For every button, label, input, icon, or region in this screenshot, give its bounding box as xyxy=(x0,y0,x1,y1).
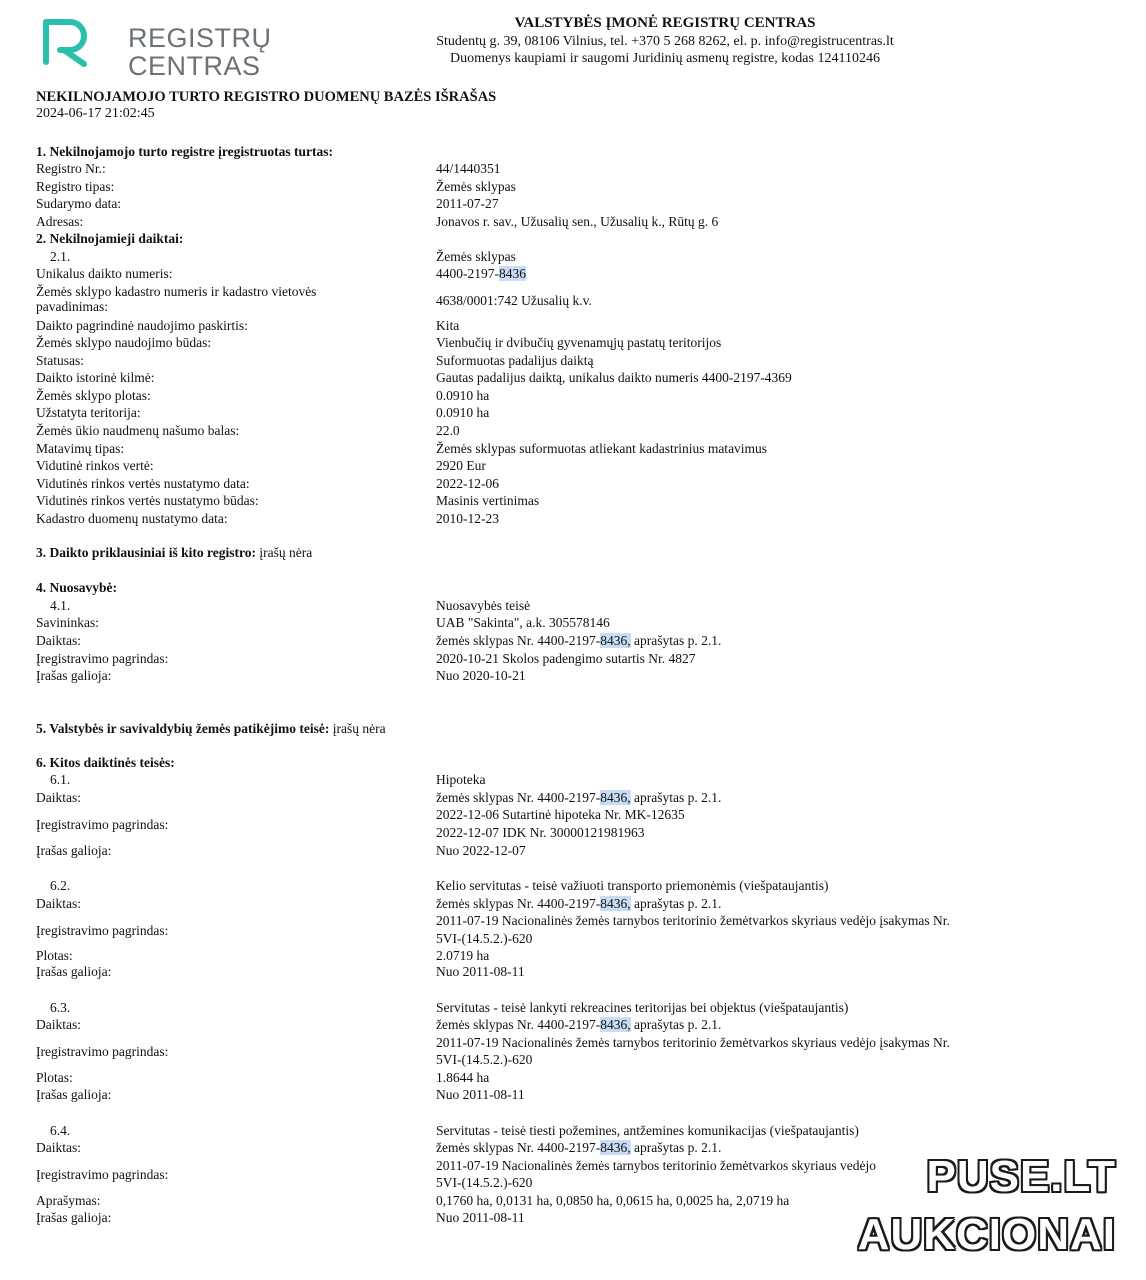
field-value: 2.0719 ha xyxy=(436,948,490,963)
field-value: 0,1760 ha, 0,0131 ha, 0,0850 ha, 0,0615 ha, 0,0025 ha, 2,0719 ha xyxy=(436,1193,790,1208)
field-label: Įrašas galioja: xyxy=(36,964,112,979)
field-label: Žemės sklypo plotas: xyxy=(36,388,151,403)
field-value: Servitutas - teisė tiesti požemines, antžemines komunikacijas (viešpataujantis) xyxy=(436,1123,859,1138)
field-value: Jonavos r. sav., Užusalių sen., Užusalių k., Rūtų g. 6 xyxy=(436,214,719,229)
field-label: Kadastro duomenų nustatymo data: xyxy=(36,511,228,526)
field-label: Vidutinė rinkos vertė: xyxy=(36,458,154,473)
item-reference: žemės sklypas Nr. 4400-2197-8436, aprašytas p. 2.1. xyxy=(436,896,722,911)
entry-index: 4.1. xyxy=(50,598,71,613)
field-value: Servitutas - teisė lankyti rekreacines teritorijas bei objektus (viešpataujantis) xyxy=(436,1000,849,1015)
field-value: 2022-12-06 Sutartinė hipoteka Nr. MK-12635 xyxy=(436,807,685,822)
highlight: 8436, xyxy=(600,896,631,911)
field-label: Registro Nr.: xyxy=(36,161,106,176)
field-value: Nuo 2011-08-11 xyxy=(436,1210,525,1225)
field-label: Savininkas: xyxy=(36,615,99,630)
field-label: Žemės ūkio naudmenų našumo balas: xyxy=(36,423,240,438)
entry-index: 6.3. xyxy=(50,1000,71,1015)
registru-centras-logo xyxy=(40,12,272,81)
highlight: 8436, xyxy=(600,790,631,805)
field-value: 2022-12-06 xyxy=(436,476,499,491)
field-label: Plotas: xyxy=(36,948,73,963)
field-value: Nuo 2011-08-11 xyxy=(436,1087,525,1102)
field-label: Daikto pagrindinė naudojimo paskirtis: xyxy=(36,318,248,333)
field-label: Matavimų tipas: xyxy=(36,441,125,456)
field-label: Įrašas galioja: xyxy=(36,668,112,683)
section-2-title: 2. Nekilnojamieji daiktai: xyxy=(36,231,184,246)
item-reference: žemės sklypas Nr. 4400-2197-8436, aprašytas p. 2.1. xyxy=(436,633,722,648)
field-label: Įrašas galioja: xyxy=(36,1210,112,1225)
entry-index: 2.1. xyxy=(50,249,71,264)
watermark-line-1: PUSE.LT xyxy=(926,1152,1116,1201)
highlight: 8436, xyxy=(600,1017,631,1032)
logo-mark-icon xyxy=(40,12,100,68)
field-label: Statusas: xyxy=(36,353,85,368)
field-value: Suformuotas padalijus daiktą xyxy=(436,353,594,368)
field-label: Įrašas galioja: xyxy=(36,843,112,858)
field-value: Vienbučių ir dvibučių gyvenamųjų pastatų teritorijos xyxy=(436,335,722,350)
item-reference: žemės sklypas Nr. 4400-2197-8436, aprašytas p. 2.1. xyxy=(436,1017,722,1032)
field-value: Žemės sklypas xyxy=(436,179,516,194)
field-label: pavadinimas: xyxy=(36,299,108,314)
field-value: 2011-07-19 Nacionalinės žemės tarnybos teritorinio žemėtvarkos skyriaus vedėjo xyxy=(436,1158,876,1173)
field-label: Daikto istorinė kilmė: xyxy=(36,370,155,385)
document-date: 2024-06-17 21:02:45 xyxy=(36,106,155,121)
field-value: 0.0910 ha xyxy=(436,388,490,403)
field-value: Kita xyxy=(436,318,460,333)
field-label: Žemės sklypo kadastro numeris ir kadastro vietovės xyxy=(36,284,317,299)
field-label: Sudarymo data: xyxy=(36,196,122,211)
section-5-title: 5. Valstybės ir savivaldybių žemės patikėjimo teisė: įrašų nėra xyxy=(36,721,386,736)
field-value: Žemės sklypas suformuotas atliekant kadastrinius matavimus xyxy=(436,441,768,456)
unique-number: 4400-2197-8436 xyxy=(436,266,526,281)
highlight: 8436 xyxy=(499,266,526,281)
field-label: Daiktas: xyxy=(36,1140,81,1155)
field-label: Įrašas galioja: xyxy=(36,1087,112,1102)
field-value: 22.0 xyxy=(436,423,460,438)
field-label: Daiktas: xyxy=(36,896,81,911)
field-value: Nuosavybės teisė xyxy=(436,598,531,613)
document-title: NEKILNOJAMOJO TURTO REGISTRO DUOMENŲ BAZĖS IŠRAŠAS xyxy=(36,89,497,105)
field-label: Įregistravimo pagrindas: xyxy=(36,1044,169,1059)
watermark-line-2: AUKCIONAI xyxy=(857,1210,1116,1259)
field-label: Vidutinės rinkos vertės nustatymo būdas: xyxy=(36,493,259,508)
section-3-title: 3. Daikto priklausiniai iš kito registro: įrašų nėra xyxy=(36,545,313,560)
field-label: Daiktas: xyxy=(36,1017,81,1032)
field-label: Įregistravimo pagrindas: xyxy=(36,817,169,832)
field-value: 0.0910 ha xyxy=(436,405,490,420)
field-label: Žemės sklypo naudojimo būdas: xyxy=(36,335,212,350)
field-value: 4638/0001:742 Užusalių k.v. xyxy=(436,293,592,308)
field-value: 2011-07-19 Nacionalinės žemės tarnybos teritorinio žemėtvarkos skyriaus vedėjo įsakymas Nr. xyxy=(436,1035,950,1050)
field-value: Hipoteka xyxy=(436,772,486,787)
field-label: Vidutinės rinkos vertės nustatymo data: xyxy=(36,476,250,491)
field-label: Daiktas: xyxy=(36,790,81,805)
field-value: 2022-12-07 IDK Nr. 30000121981963 xyxy=(436,825,645,840)
header-registry: Duomenys kaupiami ir saugomi Juridinių asmenų registre, kodas 124110246 xyxy=(450,51,880,66)
field-value: 2011-07-27 xyxy=(436,196,499,211)
field-value: 2920 Eur xyxy=(436,458,486,473)
field-value: 1.8644 ha xyxy=(436,1070,490,1085)
logo-word-registru: REGISTRŲ xyxy=(128,23,272,53)
field-label: Įregistravimo pagrindas: xyxy=(36,651,169,666)
field-value: Gautas padalijus daiktą, unikalus daikto numeris 4400-2197-4369 xyxy=(436,370,792,385)
field-label: Plotas: xyxy=(36,1070,73,1085)
item-reference: žemės sklypas Nr. 4400-2197-8436, aprašytas p. 2.1. xyxy=(436,790,722,805)
field-label: Unikalus daikto numeris: xyxy=(36,266,173,281)
field-label: Įregistravimo pagrindas: xyxy=(36,923,169,938)
field-value: Masinis vertinimas xyxy=(436,493,540,508)
field-value: 2011-07-19 Nacionalinės žemės tarnybos teritorinio žemėtvarkos skyriaus vedėjo įsakymas Nr. xyxy=(436,913,950,928)
field-value: 44/1440351 xyxy=(436,161,501,176)
field-label: Užstatyta teritorija: xyxy=(36,405,141,420)
section-4-title: 4. Nuosavybė: xyxy=(36,580,118,595)
field-label: Įregistravimo pagrindas: xyxy=(36,1167,169,1182)
field-value: 5VI-(14.5.2.)-620 xyxy=(436,931,533,946)
field-value: Nuo 2022-12-07 xyxy=(436,843,526,858)
owner-value: UAB "Sakinta", a.k. 305578146 xyxy=(436,615,610,630)
item-reference: žemės sklypas Nr. 4400-2197-8436, aprašytas p. 2.1. xyxy=(436,1140,722,1155)
entry-index: 6.2. xyxy=(50,878,71,893)
entry-index: 6.1. xyxy=(50,772,71,787)
field-value: Nuo 2011-08-11 xyxy=(436,964,525,979)
highlight: 8436, xyxy=(600,633,631,648)
section-6-title: 6. Kitos daiktinės teisės: xyxy=(36,755,175,770)
field-label: Registro tipas: xyxy=(36,179,115,194)
header-address: Studentų g. 39, 08106 Vilnius, tel. +370 5 268 8262, el. p. info@registrucentras.lt xyxy=(436,34,894,49)
field-value: 5VI-(14.5.2.)-620 xyxy=(436,1175,533,1190)
field-value: Kelio servitutas - teisė važiuoti transporto priemonėmis (viešpataujantis) xyxy=(436,878,829,893)
field-value: Nuo 2020-10-21 xyxy=(436,668,526,683)
field-value: 2010-12-23 xyxy=(436,511,499,526)
field-value: 5VI-(14.5.2.)-620 xyxy=(436,1052,533,1067)
highlight: 8436, xyxy=(600,1140,631,1155)
section-1-title: 1. Nekilnojamojo turto registre įregistruotas turtas: xyxy=(36,144,333,159)
entry-index: 6.4. xyxy=(50,1123,71,1138)
field-value: 2020-10-21 Skolos padengimo sutartis Nr. 4827 xyxy=(436,651,696,666)
field-value: Žemės sklypas xyxy=(436,249,516,264)
logo-word-centras: CENTRAS xyxy=(128,51,261,81)
field-label: Daiktas: xyxy=(36,633,81,648)
header-org: VALSTYBĖS ĮMONĖ REGISTRŲ CENTRAS xyxy=(514,15,816,31)
field-label: Adresas: xyxy=(36,214,84,229)
field-label: Aprašymas: xyxy=(36,1193,101,1208)
